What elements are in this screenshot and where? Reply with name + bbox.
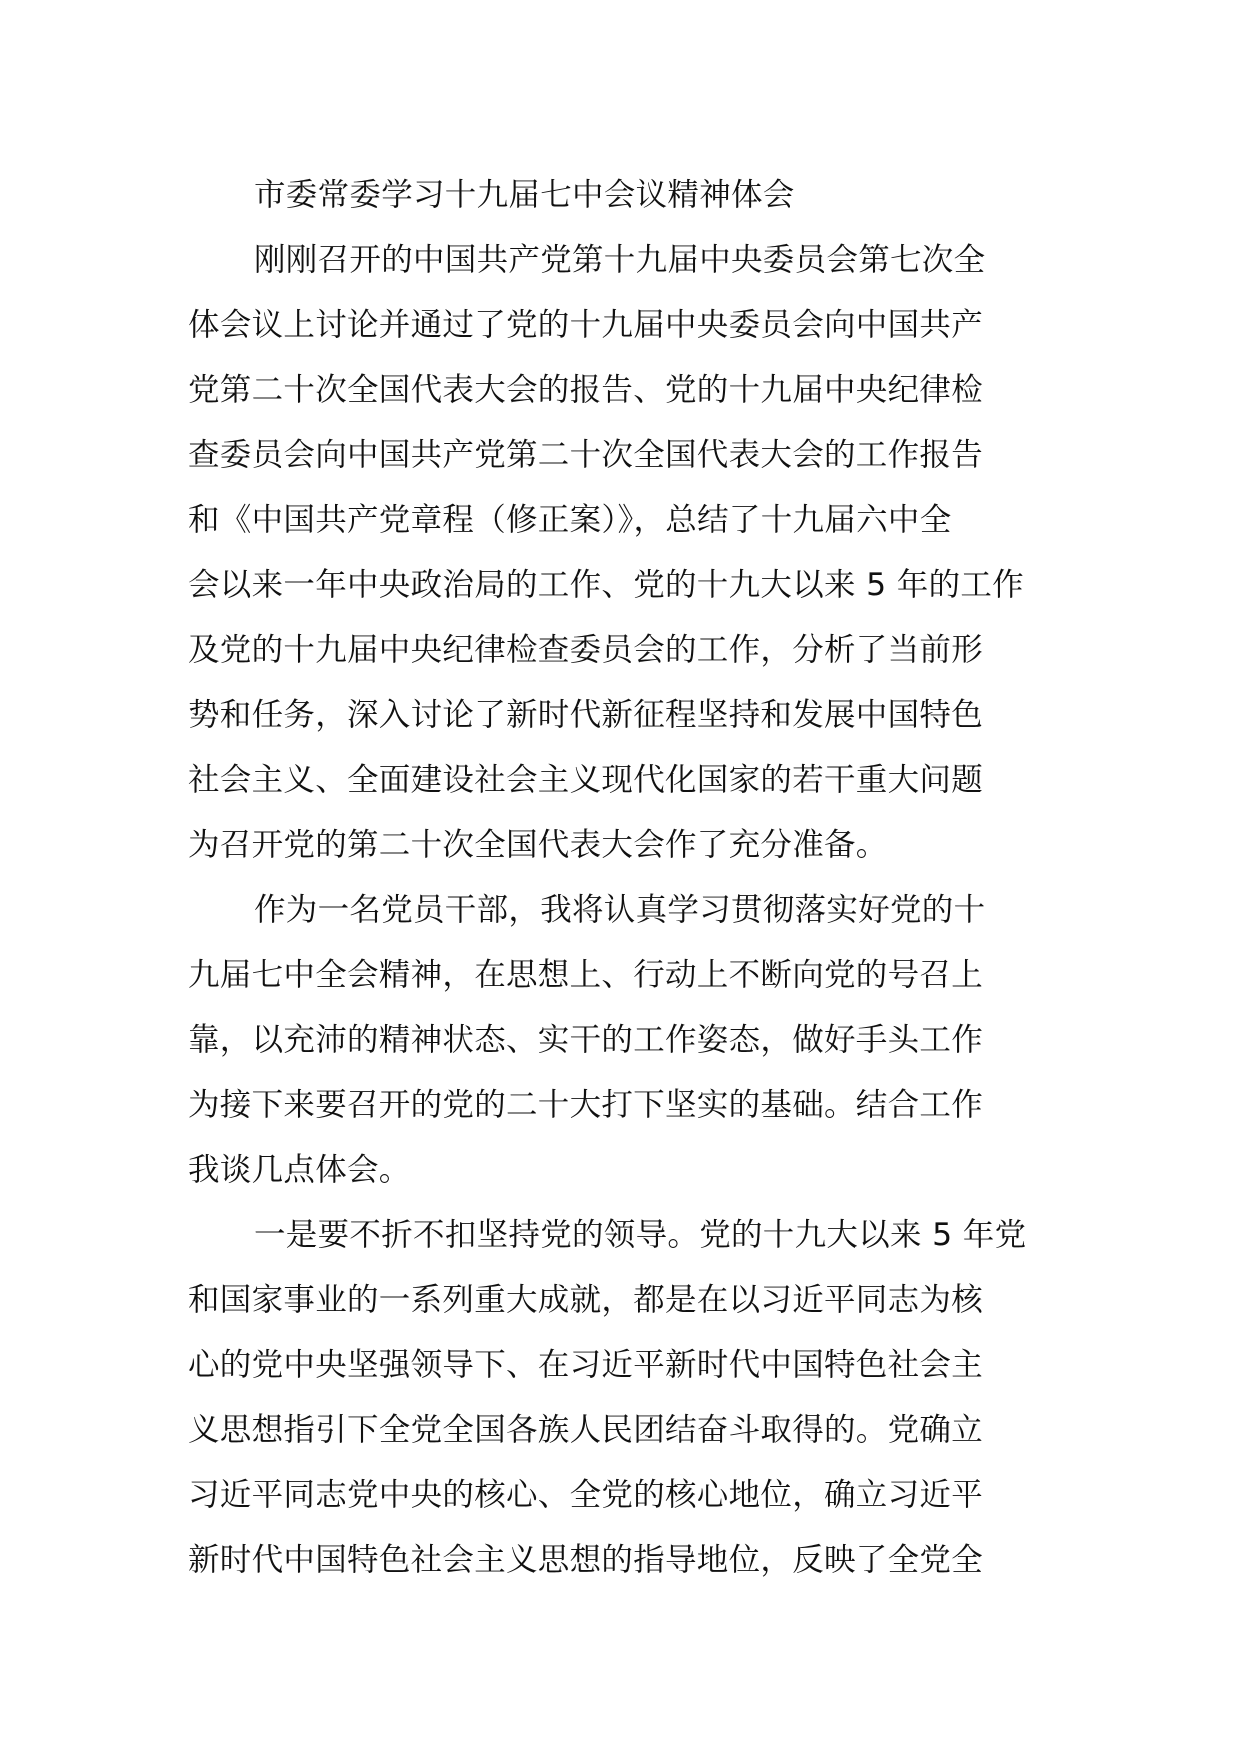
paragraph-line: 和《中国共产党章程（修正案）》，总结了十九届六中全 [188, 502, 952, 538]
paragraph-line: 一是要不折不扣坚持党的领导。党的十九大以来 5 年党 [254, 1217, 1027, 1253]
paragraph-line: 势和任务，深入讨论了新时代新征程坚持和发展中国特色 [188, 697, 984, 733]
document-body [188, 163, 1058, 1593]
paragraph-line: 靠，以充沛的精神状态、实干的工作姿态，做好手头工作 [188, 1022, 984, 1058]
paragraph-line: 我谈几点体会。 [188, 1152, 411, 1188]
paragraph-line: 查委员会向中国共产党第二十次全国代表大会的工作报告 [188, 437, 984, 473]
paragraph-3 [188, 1203, 1058, 1593]
document-title: 市委常委学习十九届七中会议精神体会 [254, 177, 795, 213]
paragraph-2 [188, 878, 1058, 1203]
paragraph-line: 党第二十次全国代表大会的报告、党的十九届中央纪律检 [188, 372, 984, 408]
paragraph-line: 为召开党的第二十次全国代表大会作了充分准备。 [188, 827, 888, 863]
paragraph-line: 义思想指引下全党全国各族人民团结奋斗取得的。党确立 [188, 1412, 984, 1448]
paragraph-line: 会以来一年中央政治局的工作、党的十九大以来 5 年的工作 [188, 567, 1024, 603]
paragraph-line: 为接下来要召开的党的二十大打下坚实的基础。结合工作 [188, 1087, 984, 1123]
paragraph-line: 九届七中全会精神，在思想上、行动上不断向党的号召上 [188, 957, 984, 993]
paragraph-1 [188, 228, 1058, 878]
paragraph-line: 及党的十九届中央纪律检查委员会的工作，分析了当前形 [188, 632, 984, 668]
paragraph-line: 和国家事业的一系列重大成就，都是在以习近平同志为核 [188, 1282, 984, 1318]
paragraph-line: 心的党中央坚强领导下、在习近平新时代中国特色社会主 [188, 1347, 984, 1383]
paragraph-line: 社会主义、全面建设社会主义现代化国家的若干重大问题 [188, 762, 984, 798]
paragraph-line: 习近平同志党中央的核心、全党的核心地位，确立习近平 [188, 1477, 984, 1513]
paragraph-line: 作为一名党员干部，我将认真学习贯彻落实好党的十 [254, 892, 986, 928]
paragraph-line: 新时代中国特色社会主义思想的指导地位，反映了全党全 [188, 1542, 984, 1578]
paragraph-line: 体会议上讨论并通过了党的十九届中央委员会向中国共产 [188, 307, 984, 343]
paragraph-line: 刚刚召开的中国共产党第十九届中央委员会第七次全 [254, 242, 986, 278]
